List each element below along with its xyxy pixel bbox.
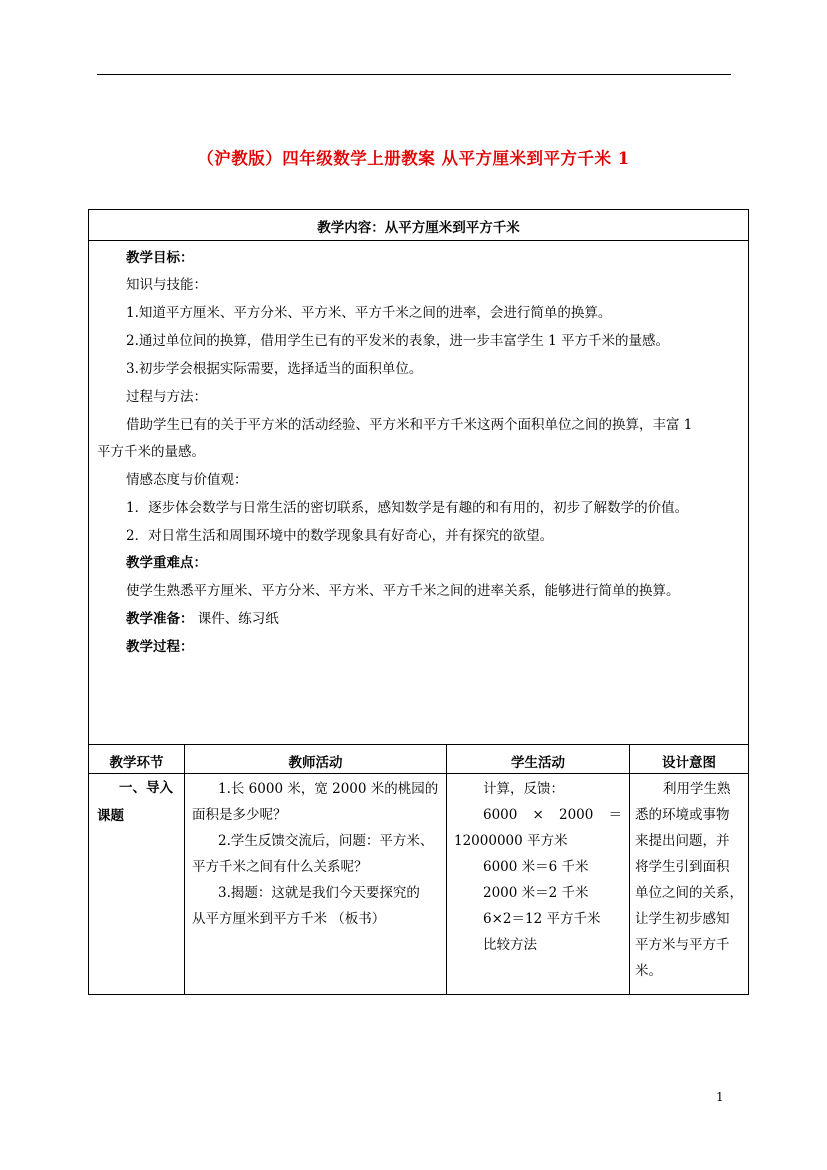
content-header: 教学内容：从平方厘米到平方千米: [317, 220, 520, 236]
divider: [89, 240, 748, 241]
student-line: 计算，反馈：: [483, 781, 564, 797]
equation-term: 2000: [558, 807, 594, 823]
design-line: 米。: [635, 963, 662, 979]
process-label: 过程与方法：: [126, 389, 207, 405]
header-stage: 教学环节: [109, 755, 164, 771]
page-number: 1: [716, 1090, 724, 1104]
knowledge-label: 知识与技能：: [126, 277, 207, 293]
header-design: 设计意图: [662, 755, 716, 771]
emotion-item: 2．对日常生活和周围环境中的数学现象具有好奇心，并有探究的欲望。: [126, 528, 554, 544]
emotion-label: 情感态度与价值观：: [126, 472, 248, 488]
student-activity: [454, 776, 622, 958]
process-text: 平方千米的量感。: [97, 444, 205, 460]
emotion-item: 1．逐步体会数学与日常生活的密切联系，感知数学是有趣的和有用的，初步了解数学的价值。: [126, 500, 689, 516]
header-rule: [97, 74, 731, 75]
key-points-heading: 教学重难点：: [126, 555, 207, 571]
header-teacher: 教师活动: [288, 755, 343, 771]
teacher-activity: [192, 776, 440, 932]
student-line: 12000000 平方米: [454, 833, 568, 849]
equation-operator: ×: [532, 807, 544, 823]
column-divider: [184, 744, 185, 995]
teacher-line: 3.揭题：这就是我们今天要探究的: [218, 885, 420, 901]
column-divider: [446, 744, 447, 995]
preparation-text: 课件、练习纸: [197, 611, 279, 627]
student-line: 比较方法: [483, 937, 537, 953]
design-line: 来提出问题，并: [635, 833, 730, 849]
preparation-heading: 教学准备：: [126, 611, 194, 627]
objectives-heading: 教学目标：: [126, 250, 194, 266]
design-line: 让学生初步感知: [635, 911, 730, 927]
key-points-text: 使学生熟悉平方厘米、平方分米、平方米、平方千米之间的进率关系，能够进行简单的换算。: [126, 583, 680, 599]
knowledge-item: 3.初步学会根据实际需要，选择适当的面积单位。: [126, 361, 423, 377]
document-title: （沪教版）四年级数学上册教案 从平方厘米到平方千米 1: [197, 149, 630, 168]
divider: [89, 744, 748, 745]
student-equation: [454, 802, 622, 828]
teacher-line: 平方千米之间有什么关系呢？: [192, 859, 368, 875]
divider: [89, 773, 748, 774]
teacher-line: 从平方厘米到平方千米 （板书）: [192, 911, 386, 927]
design-line: 单位之间的关系，: [635, 885, 743, 901]
design-line: 利用学生熟: [663, 781, 731, 797]
student-line: 2000 米＝2 千米: [483, 885, 589, 901]
preparation: [126, 609, 279, 629]
teacher-line: 2.学生反馈交流后，问题：平方米、: [218, 833, 434, 849]
knowledge-item: 1.知道平方厘米、平方分米、平方米、平方千米之间的进率，会进行简单的换算。: [126, 305, 612, 321]
process-text: 借助学生已有的关于平方米的活动经验、平方米和平方千米这两个面积单位之间的换算，丰富 1: [126, 417, 693, 433]
teacher-line: 面积是多少呢？: [192, 807, 287, 823]
student-line: 6×2＝12 平方千米: [483, 911, 601, 927]
design-line: 悉的环境或事物: [635, 807, 730, 823]
process-heading: 教学过程：: [126, 639, 194, 655]
column-divider: [629, 744, 630, 995]
equation-term: 6000: [483, 807, 518, 823]
design-line: 平方米与平方千: [635, 937, 730, 953]
design-line: 将学生引到面积: [635, 859, 730, 875]
knowledge-item: 2.通过单位间的换算，借用学生已有的平发米的表象，进一步丰富学生 1 平方千米的量感。: [126, 333, 670, 349]
stage-label: 一、导入: [119, 780, 173, 796]
design-intent: [635, 776, 745, 984]
lesson-table: [88, 209, 749, 995]
equation-operator: ＝: [608, 807, 622, 823]
student-line: 6000 米＝6 千米: [483, 859, 589, 875]
stage-label: 课题: [97, 808, 124, 824]
teacher-line: 1.长 6000 米，宽 2000 米的桃园的: [218, 781, 439, 797]
header-student: 学生活动: [511, 755, 565, 771]
